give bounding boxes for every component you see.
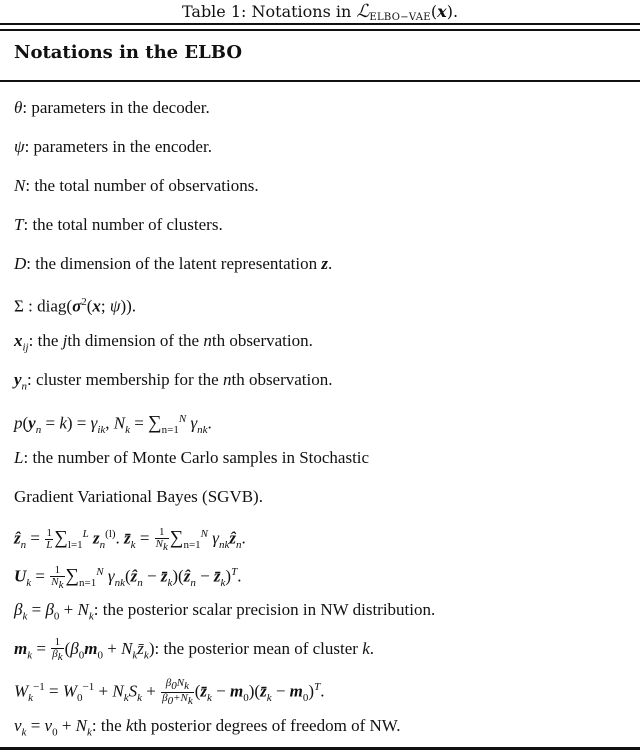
table-row: L: the number of Monte Carlo samples in Stochastic [14,448,370,467]
table-header: Notations in the ELBO [14,42,242,63]
table-row: $m_k$ = $\frac{1}{\beta_k}$ ($\beta_0m_0$ + $N_kz̄_k$): the posterior mean of cluster k. [14,636,374,664]
elbo-subscript: ELBO−VAE [369,12,431,23]
top-rule-2 [0,29,640,31]
table-row: ψ: parameters in the encoder. [14,137,212,156]
table-row: $W_k^{-1} = W_0^{-1} + N_kS_k$ + $\frac{\beta_0N_k}{\beta_0+N_k}$ ($z̄_k$ − $m_0)(z̄_k - m_0)^T$. [14,677,325,708]
top-rule-1 [0,23,640,25]
table-row: $y_n$: cluster membership for the nth observation. [14,370,333,393]
table-row: $\nu_k = \nu_0 + N_k$: the kth posterior degrees of freedom of NW. [14,716,401,739]
table-row: $\beta_k = \beta_0 + N_k$: the posterior scalar precision in NW distribution. [14,600,436,623]
table-row: $x_{ij}$: the jth dimension of the nth observation. [14,331,313,354]
table-row: $U_k$ = $\frac{1}{N_k}$ $\sum_{n=1}^N$ $\gamma_{nk}(ẑ_n$ − $z̄_k)(ẑ_n$ − $z̄_k)^T$. [14,563,242,591]
table-caption: Table 1: Notations in ℒ$_{ELBO-VAE}$(x). [181,1,459,23]
table-row: $p(y_n = k) = \gamma_{ik}$, $N_k = \sum_{n=1}^N$ $\gamma_{nk}$. [14,412,212,437]
table-row: θ: parameters in the decoder. [14,98,210,117]
header-rule [0,80,640,82]
table-row: T: the total number of clusters. [14,215,223,234]
table-row: Σ : $diag(\sigma^2(x$; ψ)). [14,296,137,316]
caption-prefix: Table 1: Notations in [181,2,357,21]
table-row: D: the dimension of the latent representation z. [14,254,333,273]
elbo-symbol: ℒ [356,1,370,21]
table-row: Gradient Variational Bayes (SGVB). [14,487,263,506]
bottom-rule [0,747,640,750]
table-row: ẑ$_n$ = $\frac{1}{L}$ $\sum_{l=1}^L$ $z_n^{(l)}$. $z̄_k$ = $\frac{1}{N_k}$ $\sum_{n=1}^N$ $\gamma_{nk}ẑ_n$. [14,525,246,553]
table-row: N: the total number of observations. [14,176,259,195]
